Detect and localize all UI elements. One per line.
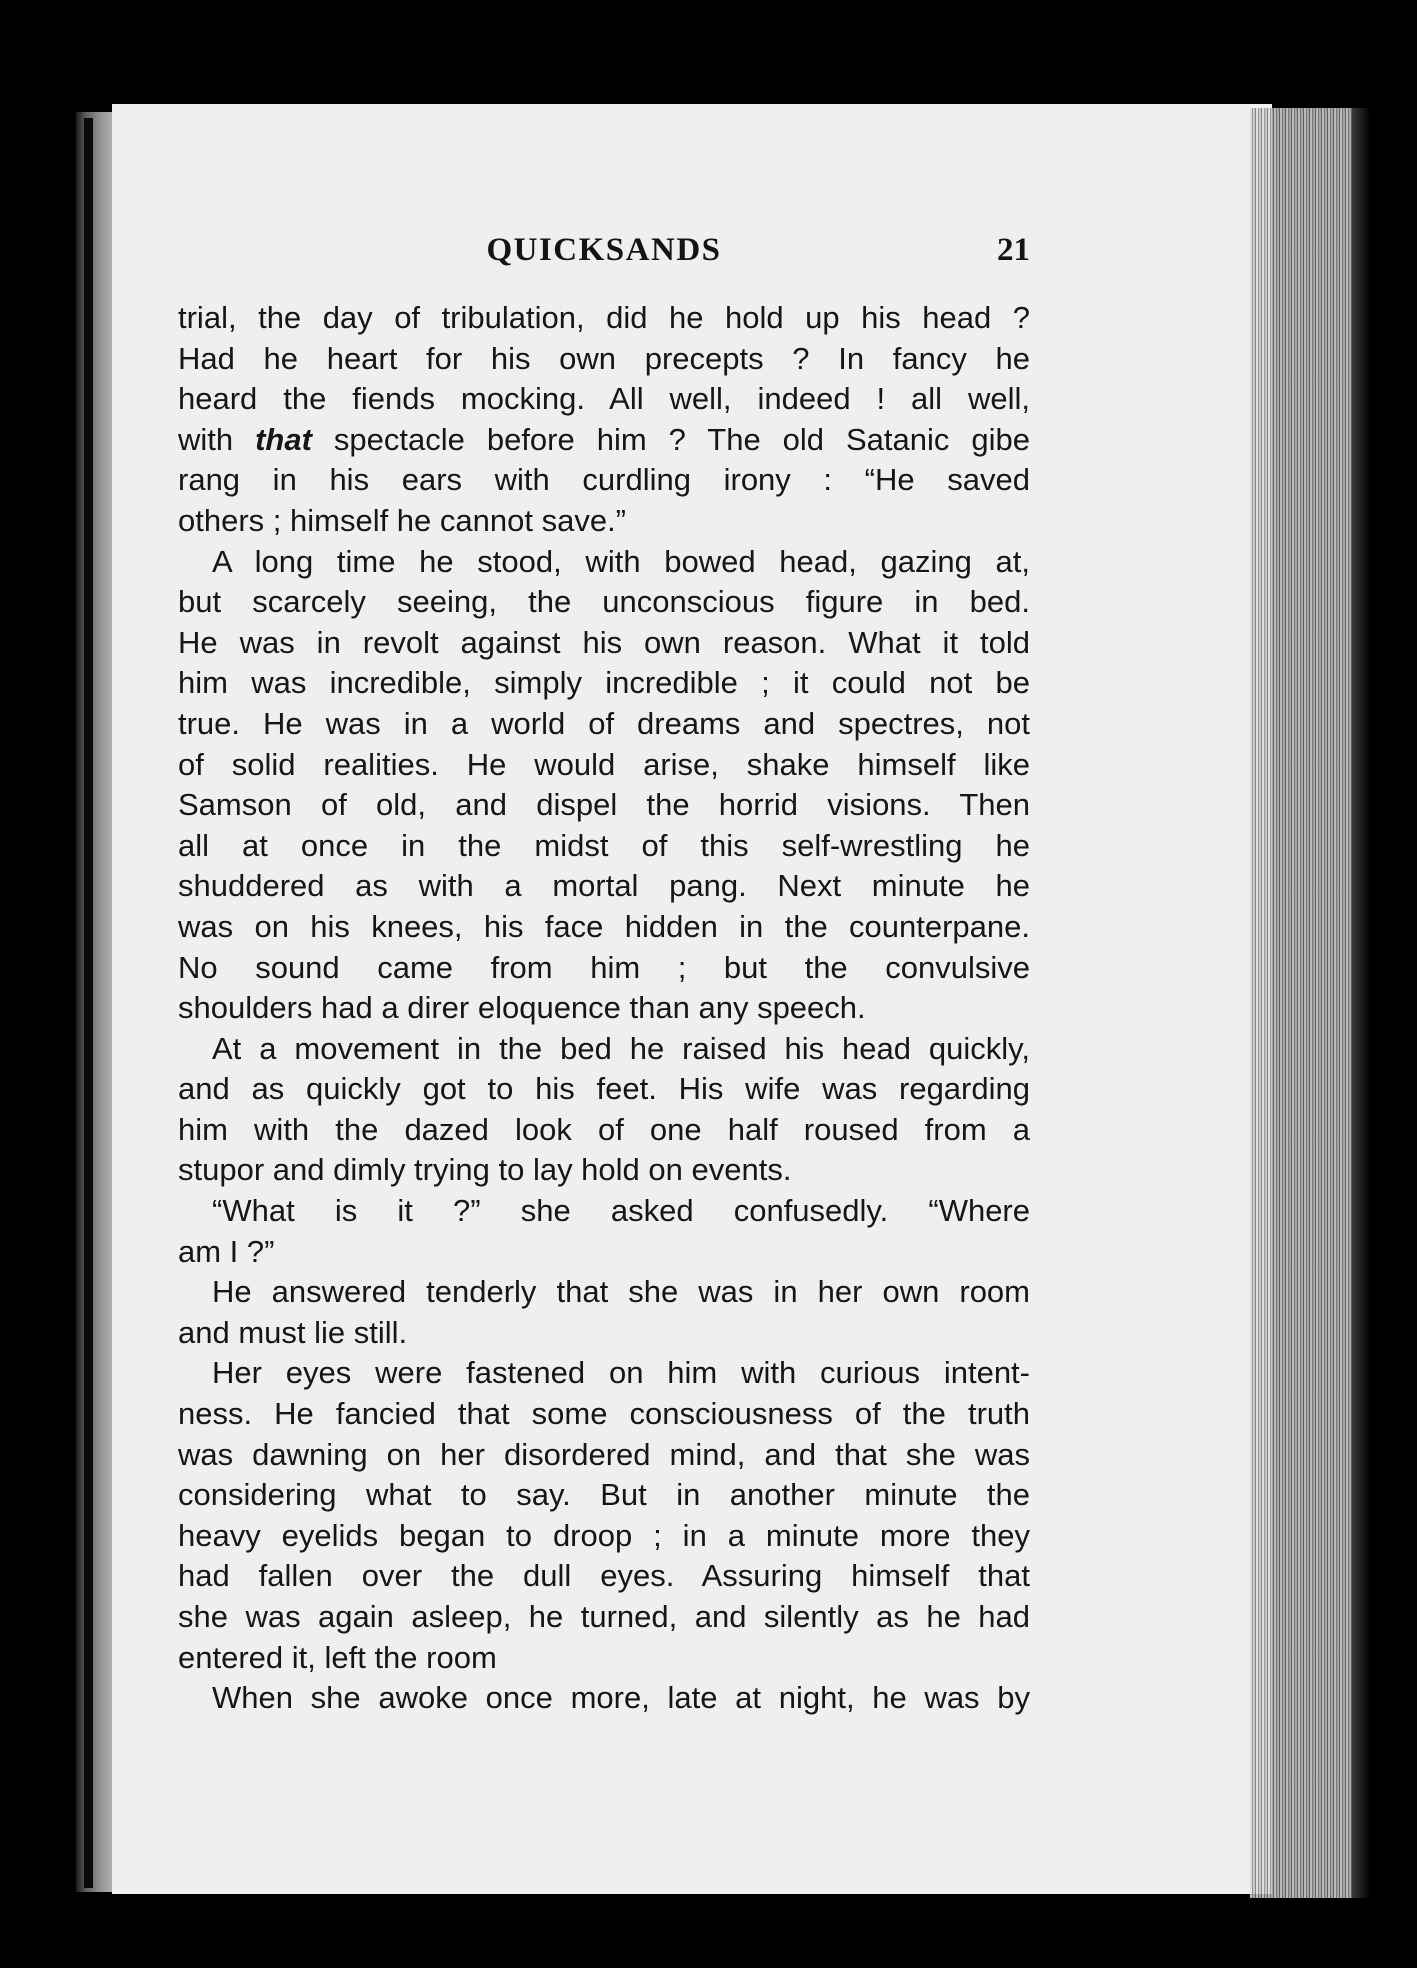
text-line: him with the dazed look of one half roused from a <box>178 1111 1030 1147</box>
text-line: heard the fiends mocking. All well, indeed ! all well, <box>178 381 1030 417</box>
text-line: heavy eyelids began to droop ; in a minute more they <box>178 1517 1030 1553</box>
text-line: shuddered as with a mortal pang. Next minute he <box>178 868 1030 904</box>
page-edge-shadow <box>1352 108 1370 1898</box>
text-line <box>178 420 1030 461</box>
text-line: and as quickly got to his feet. His wife was regarding <box>178 1071 1030 1107</box>
text-line: all at once in the midst of this self-wrestling he <box>178 827 1030 863</box>
text-line: had fallen over the dull eyes. Assuring himself that <box>178 1558 1030 1594</box>
text-line: am I ?” <box>178 1233 275 1269</box>
text-line: was on his knees, his face hidden in the counterpane. <box>178 908 1030 944</box>
book-spine-shadow <box>76 112 116 1892</box>
text-line: considering what to say. But in another minute the <box>178 1477 1030 1513</box>
text-line: but scarcely seeing, the unconscious figure in bed. <box>178 584 1030 620</box>
text-line: she was again asleep, he turned, and silently as he had <box>178 1599 1030 1634</box>
text-line: Samson of old, and dispel the horrid visions. Then <box>178 787 1030 823</box>
text-line: When she awoke once more, late at night, he was by <box>212 1680 1030 1716</box>
page-edges <box>1250 108 1365 1898</box>
text-line: Her eyes were fastened on him with curious intent- <box>212 1355 1030 1391</box>
text-line: ness. He fancied that some consciousness of the truth <box>178 1396 1030 1432</box>
text-line: was dawning on her disordered mind, and that she was <box>178 1436 1030 1472</box>
text-line: He answered tenderly that she was in her own room <box>212 1274 1030 1310</box>
running-head: QUICKSANDS <box>486 232 722 268</box>
text-line: rang in his ears with curdling irony : “He saved <box>178 462 1030 498</box>
text-line: shoulders had a direr eloquence than any speech. <box>178 990 866 1026</box>
text-line: At a movement in the bed he raised his head quickly, <box>212 1030 1030 1066</box>
text-line: true. He was in a world of dreams and spectres, not <box>178 705 1030 741</box>
page-number: 21 <box>997 232 1030 268</box>
text-line: of solid realities. He would arise, shake himself like <box>178 746 1030 782</box>
text-line: entered it, left the room <box>178 1639 497 1675</box>
text-line: He was in revolt against his own reason. What it told <box>178 624 1030 660</box>
text-line: others ; himself he cannot save.” <box>178 502 627 538</box>
gutter-line <box>84 118 93 1888</box>
text-span: with <box>178 421 256 457</box>
text-line: Had he heart for his own precepts ? In fancy he <box>178 340 1030 376</box>
text-line: A long time he stood, with bowed head, gazing at, <box>212 543 1030 579</box>
body-text <box>178 298 1030 1719</box>
italic-emphasis: that <box>255 421 312 457</box>
page-header <box>178 232 1030 282</box>
text-line: No sound came from him ; but the convulsive <box>178 949 1030 985</box>
text-line: him was incredible, simply incredible ; it could not be <box>178 665 1030 701</box>
text-line: and must lie still. <box>178 1314 408 1350</box>
text-span: spectacle before him ? The old Satanic gibe <box>311 421 1030 457</box>
text-line: stupor and dimly trying to lay hold on events. <box>178 1152 792 1188</box>
text-line: “What is it ?” she asked confusedly. “Where <box>212 1193 1030 1229</box>
text-line: trial, the day of tribulation, did he hold up his head ? <box>178 300 1030 335</box>
